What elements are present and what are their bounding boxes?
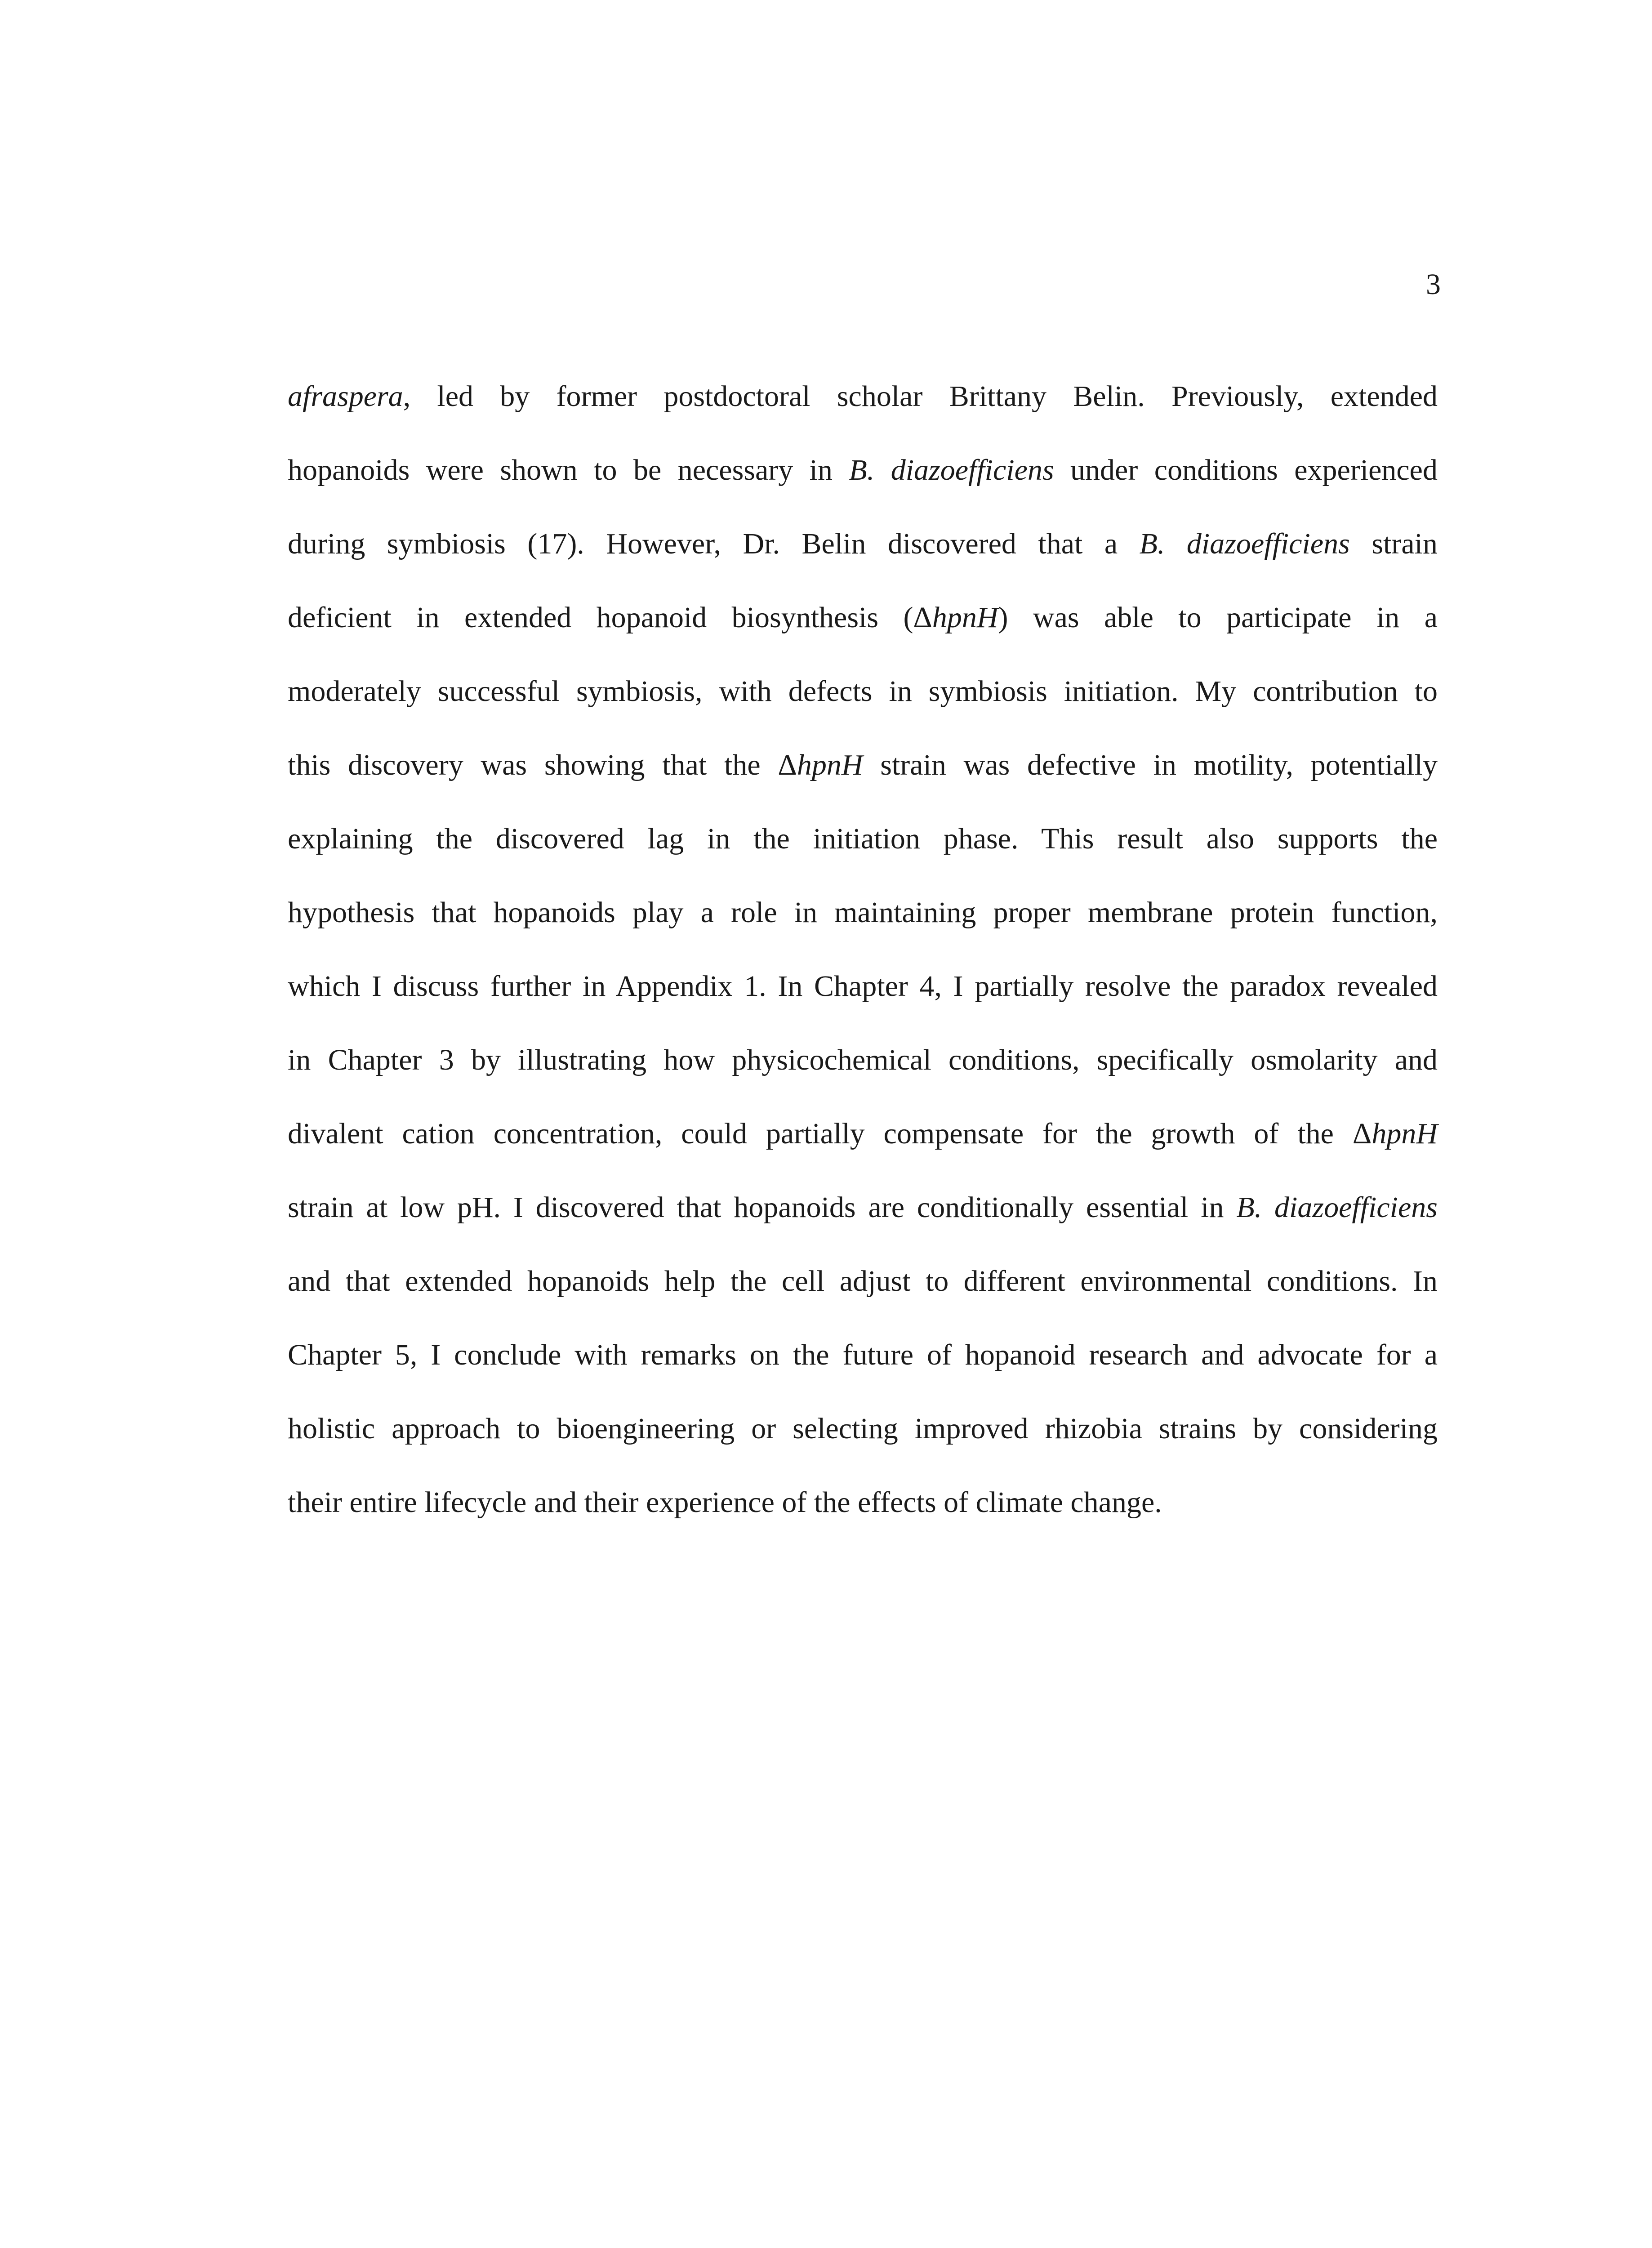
text-segment: strain at low pH. I discovered that hopanoids are conditionally essential in [288, 1191, 1237, 1224]
text-segment: divalent cation concentration, could partially compensate for the growth of the Δ [288, 1117, 1372, 1150]
italic-text-segment: hpnH [797, 749, 863, 781]
text-segment: strain [1349, 527, 1438, 560]
text-line [288, 950, 1438, 1023]
text-segment: during symbiosis (17). However, Dr. Belin discovered that a [288, 527, 1140, 560]
text-segment: their entire lifecycle and their experience of the effects of climate change. [288, 1486, 1162, 1519]
text-line [288, 1466, 1438, 1539]
italic-text-segment: B. diazoefficiens [849, 454, 1054, 486]
text-segment: in Chapter 3 by illustrating how physicochemical conditions, specifically osmolarity and [288, 1044, 1438, 1076]
italic-text-segment: hpnH [932, 601, 998, 634]
text-segment: and that extended hopanoids help the cell adjust to different environmental conditions. In [288, 1265, 1438, 1298]
text-segment: Chapter 5, I conclude with remarks on the future of hopanoid research and advocate for a [288, 1338, 1438, 1371]
text-line [288, 1097, 1438, 1171]
text-segment: ) was able to participate in a [998, 601, 1438, 634]
text-line [288, 1023, 1438, 1097]
text-segment: explaining the discovered lag in the initiation phase. This result also supports the [288, 822, 1438, 855]
text-segment: holistic approach to bioengineering or selecting improved rhizobia strains by considering [288, 1412, 1438, 1445]
text-line [288, 655, 1438, 728]
text-segment: deficient in extended hopanoid biosynthesis (Δ [288, 601, 932, 634]
text-segment: under conditions experienced [1054, 454, 1438, 486]
text-segment: this discovery was showing that the Δ [288, 749, 797, 781]
text-line [288, 1244, 1438, 1318]
italic-text-segment: B. diazoefficiens [1139, 527, 1350, 560]
text-segment: which I discuss further in Appendix 1. In Chapter 4, I partially resolve the paradox revealed [288, 970, 1438, 1003]
text-line [288, 728, 1438, 802]
text-segment: hypothesis that hopanoids play a role in maintaining proper membrane protein function, [288, 896, 1438, 929]
text-line [288, 433, 1438, 507]
text-segment: strain was defective in motility, potentially [863, 749, 1438, 781]
text-line [288, 802, 1438, 876]
italic-text-segment: hpnH [1371, 1117, 1438, 1150]
text-segment: , led by former postdoctoral scholar Brittany Belin. Previously, extended [403, 380, 1438, 413]
text-line [288, 360, 1438, 433]
text-line [288, 507, 1438, 581]
italic-text-segment: afraspera [288, 380, 403, 413]
text-segment: moderately successful symbiosis, with defects in symbiosis initiation. My contribution to [288, 675, 1438, 708]
page-number: 3 [1426, 268, 1441, 301]
text-segment: hopanoids were shown to be necessary in [288, 454, 849, 486]
text-line [288, 1171, 1438, 1244]
text-line [288, 1392, 1438, 1466]
text-line [288, 581, 1438, 655]
text-line [288, 1318, 1438, 1392]
body-text [288, 360, 1438, 1539]
text-line [288, 876, 1438, 950]
italic-text-segment: B. diazoefficiens [1236, 1191, 1438, 1224]
